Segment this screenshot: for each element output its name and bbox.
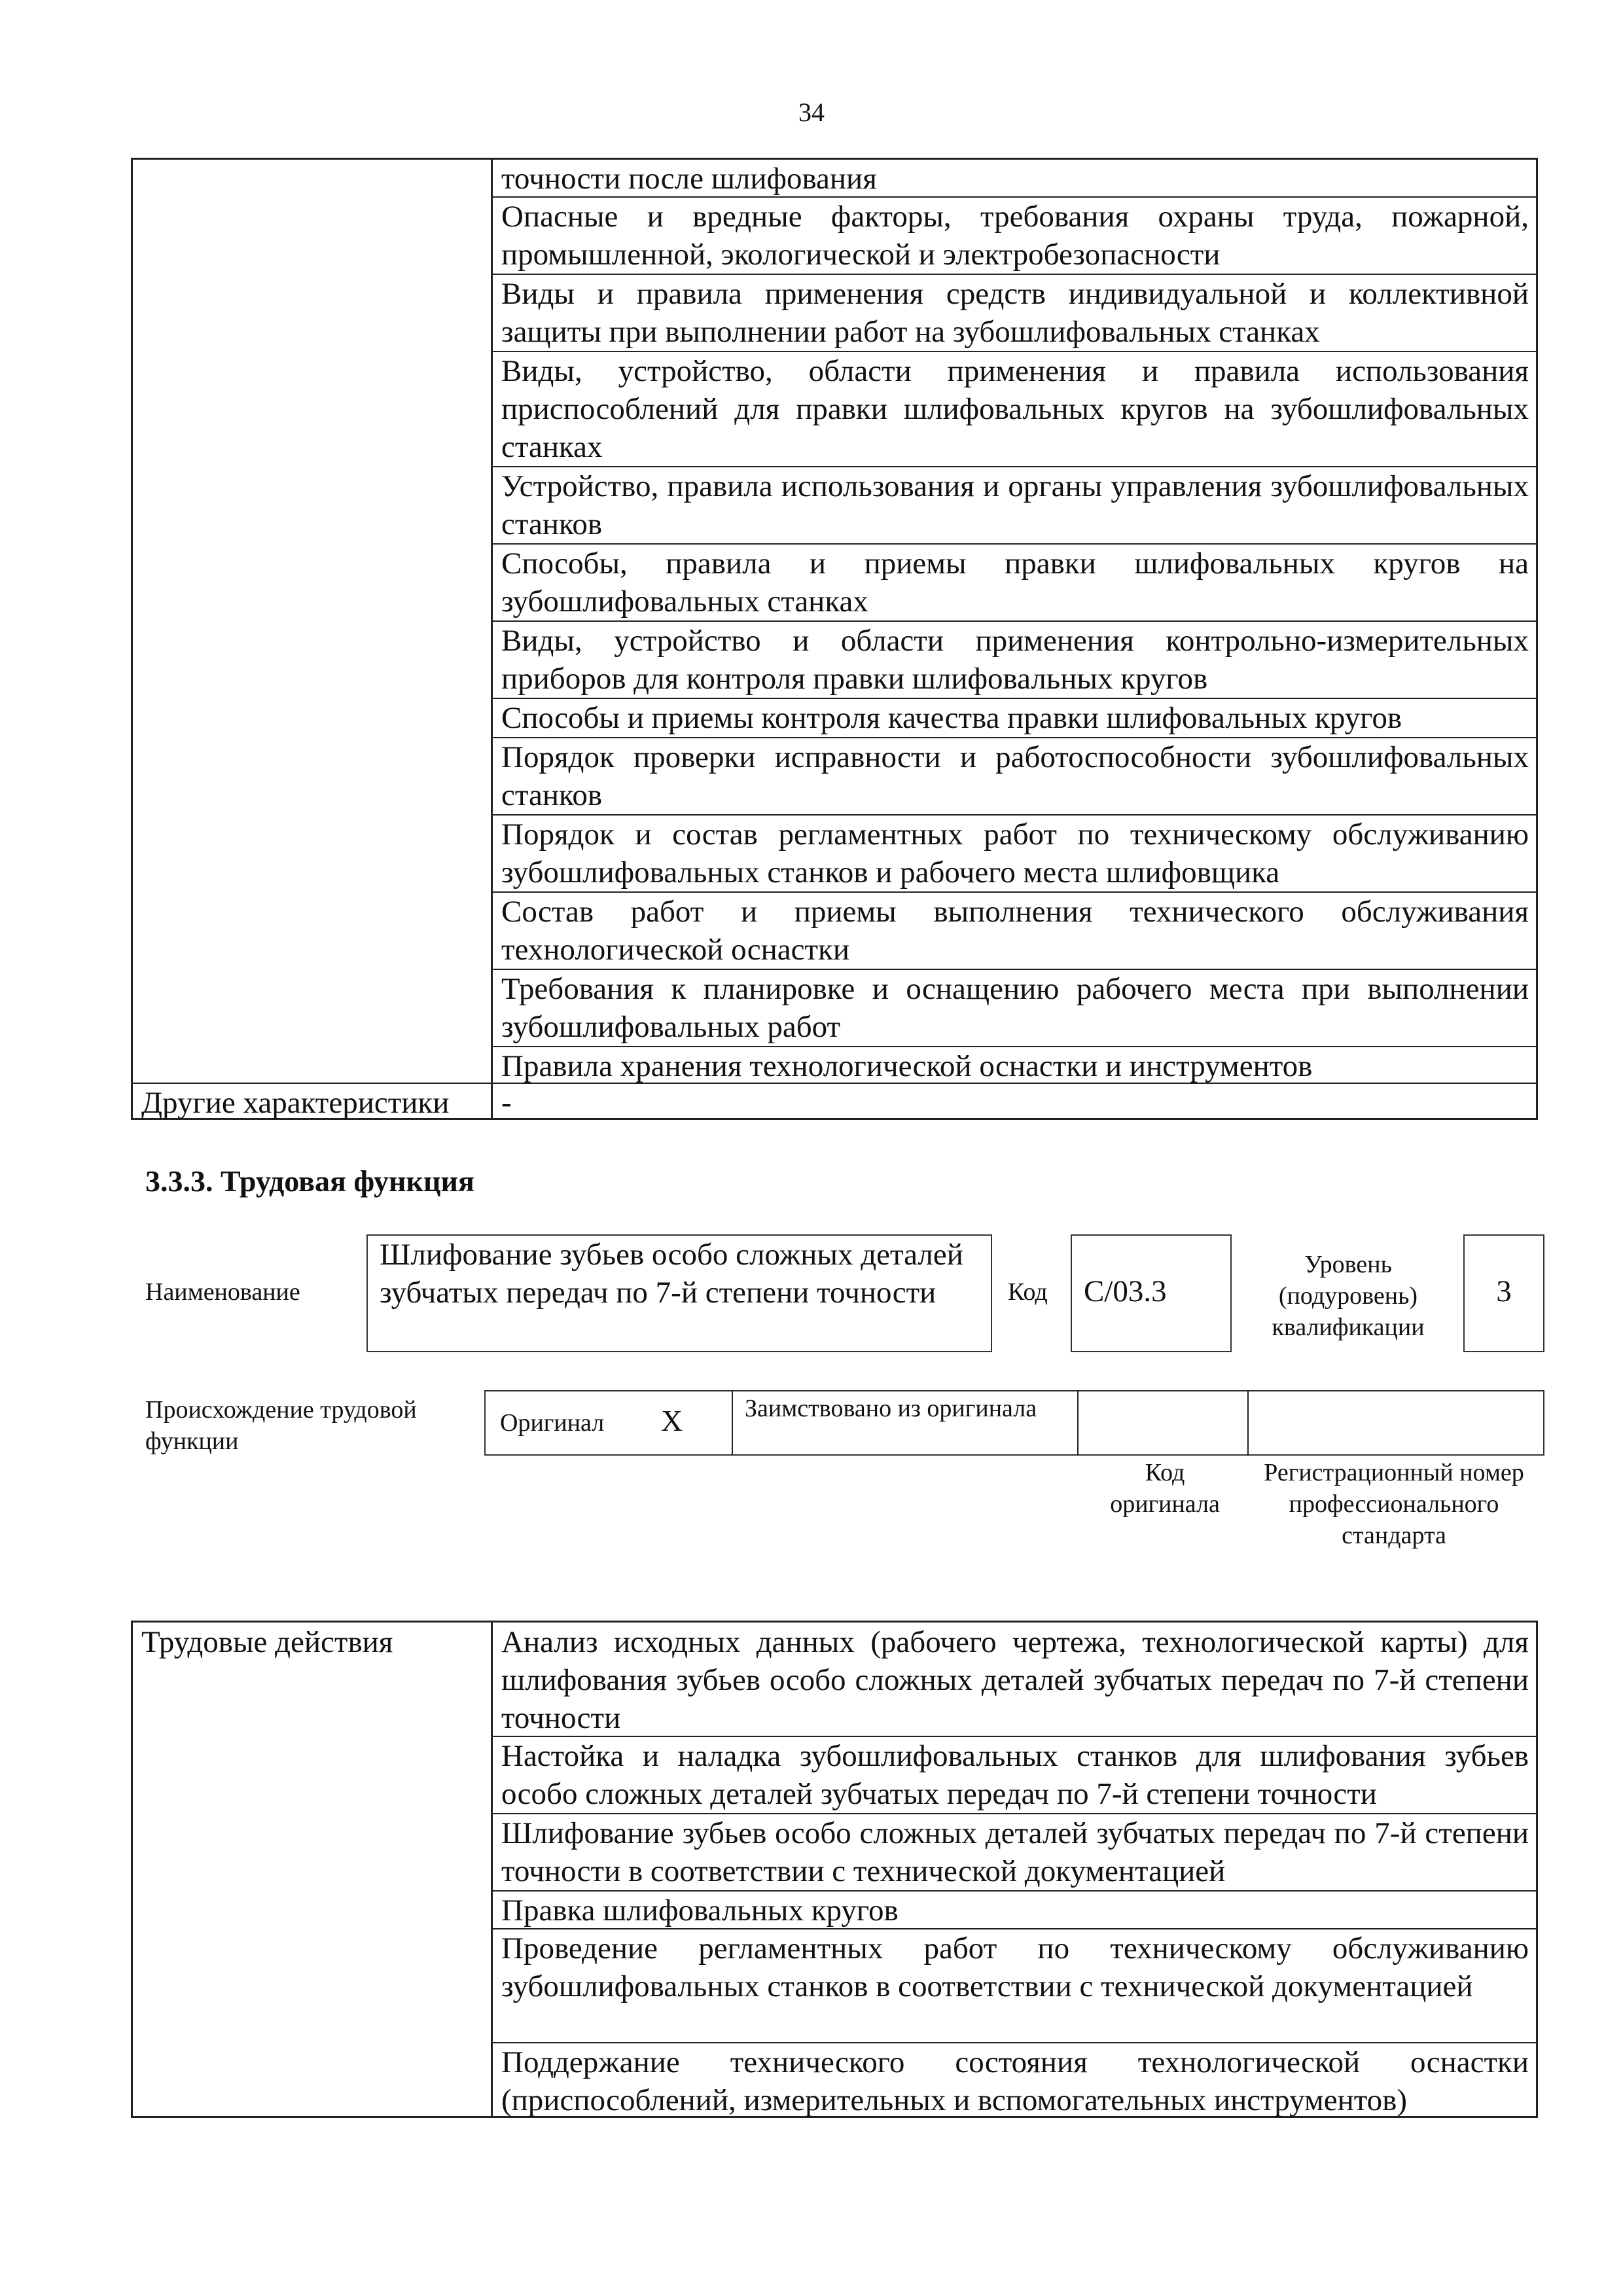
table-row: Способы и приемы контроля качества правки шлифовальных кругов (501, 701, 1402, 735)
table-border-right (1536, 158, 1538, 1120)
table-row: Требования к планировке и оснащению рабочего места при выполнении зубошлифовальных работ (501, 972, 1529, 1044)
other-characteristics-label: Другие характеристики (141, 1086, 450, 1120)
table-column-divider (491, 158, 493, 1120)
labor-actions-label: Трудовые действия (141, 1625, 393, 1659)
table-border-left (131, 1621, 133, 2118)
table-row: Способы, правила и приемы правки шлифовальных кругов на зубошлифовальных станках (501, 547, 1529, 619)
origin-label: Происхождение трудовой функции (145, 1396, 417, 1455)
table-row: Виды, устройство, области применения и правила использования приспособлений для правки шлифовальных кругов на зубошлифовальных станках (501, 354, 1529, 464)
borrowed-label: Заимствовано из оригинала (745, 1395, 1037, 1422)
table-row: Поддержание технического состояния технологической оснастки (приспособлений, измерительных и вспомогательных инструментов) (501, 2045, 1529, 2117)
table-row: Настойка и наладка зубошлифовальных станков для шлифования зубьев особо сложных деталей зубчатых передач по 7-й степени точности (501, 1739, 1529, 1811)
table-row: Порядок и состав регламентных работ по техническому обслуживанию зубошлифовальных станков и рабочего места шлифовщика (501, 817, 1529, 889)
table-row: Виды и правила применения средств индивидуальной и коллективной защиты при выполнении работ на зубошлифовальных станках (501, 277, 1529, 349)
table-column-divider (491, 1621, 493, 2118)
original-mark: X (661, 1404, 683, 1437)
page-number: 34 (798, 98, 825, 127)
table-row: Анализ исходных данных (рабочего чертежа, технологической карты) для шлифования зубьев особо сложных деталей зубчатых передач по 7-й степени точности (501, 1625, 1529, 1735)
table-row: Шлифование зубьев особо сложных деталей зубчатых передач по 7-й степени точности в соответствии с технической документацией (501, 1816, 1529, 1888)
table-border-top (131, 1621, 1538, 1623)
table-row: Состав работ и приемы выполнения технического обслуживания технологической оснастки (501, 895, 1529, 967)
table-row: Порядок проверки исправности и работоспособности зубошлифовальных станков (501, 740, 1529, 812)
level-value: 3 (1496, 1274, 1512, 1308)
level-label: Уровень (подуровень) квалификации (1272, 1251, 1425, 1341)
table-row: точности после шлифования (501, 162, 877, 196)
table-border-right (1536, 1621, 1538, 2118)
origin-divider (732, 1390, 733, 1456)
original-label: Оригинал (500, 1409, 605, 1437)
code-original-caption: Код оригинала (1110, 1459, 1220, 1518)
origin-divider (1247, 1390, 1249, 1456)
table-border-left (131, 158, 133, 1120)
table-row: Правила хранения технологической оснастки и инструментов (501, 1049, 1313, 1083)
origin-divider (1077, 1390, 1079, 1456)
table-row: Проведение регламентных работ по техническому обслуживанию зубошлифовальных станков в соответствии с технической документацией (501, 1931, 1529, 2003)
table-row: Правка шлифовальных кругов (501, 1893, 899, 1928)
table-row: Виды, устройство и области применения контрольно-измерительных приборов для контроля правки шлифовальных кругов (501, 624, 1529, 696)
table-row: Опасные и вредные факторы, требования охраны труда, пожарной, промышленной, экологической и электробезопасности (501, 200, 1529, 272)
name-value: Шлифование зубьев особо сложных деталей зубчатых передач по 7-й степени точности (380, 1238, 963, 1310)
registration-number-caption: Регистрационный номер профессионального стандарта (1264, 1459, 1524, 1549)
code-label: Код (1008, 1278, 1048, 1306)
code-value: C/03.3 (1084, 1274, 1167, 1308)
table-row: Устройство, правила использования и органы управления зубошлифовальных станков (501, 469, 1529, 541)
name-label: Наименование (145, 1278, 300, 1306)
section-heading: 3.3.3. Трудовая функция (145, 1164, 474, 1198)
other-characteristics-value: - (501, 1086, 512, 1120)
